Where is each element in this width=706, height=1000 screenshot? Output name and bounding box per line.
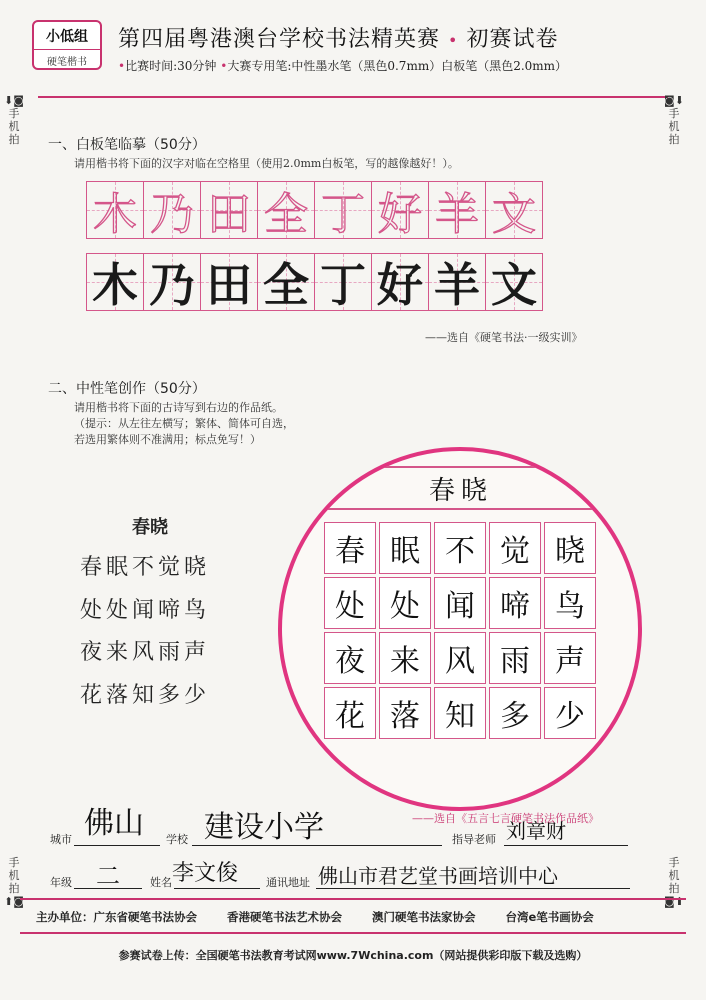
outline-cell (257, 181, 315, 239)
address-label: 通讯地址 (266, 876, 310, 889)
outline-cell (428, 181, 486, 239)
section2-instruction-2: （提示：从左往左横写；繁体、简体可自选， (74, 417, 294, 430)
grade-label: 年级 (50, 876, 72, 889)
camera-icon: ◙⬇ (664, 94, 684, 107)
work-char-cell: 花 (324, 687, 376, 739)
work-source: ——选自《五言七言硬笔书法作品纸》 (412, 812, 599, 825)
organizer-item: 台湾e笔书画协会 (505, 910, 594, 924)
title-sub: 初赛试卷 (466, 27, 559, 52)
copy-cell (428, 253, 486, 311)
outline-cell (371, 181, 429, 239)
work-char-cell: 风 (434, 632, 486, 684)
city-value[interactable]: 佛山 (84, 806, 144, 841)
copy-char: 文 (491, 258, 537, 312)
work-char-cell: 处 (379, 577, 431, 629)
footer-rule (20, 898, 686, 900)
copy-cell (314, 253, 372, 311)
poem-line: 花落知多少 (80, 683, 211, 708)
work-char-cell: 不 (434, 522, 486, 574)
work-char-cell: 多 (489, 687, 541, 739)
teacher-label: 指导老师 (452, 833, 496, 846)
work-char-cell: 晓 (544, 522, 596, 574)
upload-notice: 参赛试卷上传：全国硬笔书法教育考试网www.7Wchina.com（网站提供彩印版下载及选购） (118, 949, 588, 962)
poem-title: 春晓 (132, 517, 168, 538)
name-value[interactable]: 李文俊 (172, 861, 239, 886)
poem-line: 夜来风雨声 (80, 640, 211, 665)
teacher-underline (504, 845, 628, 846)
bullet-icon: • (118, 59, 126, 73)
outline-char: 木 (93, 189, 137, 240)
outline-cell (143, 181, 201, 239)
work-char-cell: 啼 (489, 577, 541, 629)
work-char-grid (324, 522, 596, 739)
organizers (36, 909, 594, 925)
copy-char: 好 (377, 258, 423, 312)
address-value[interactable]: 佛山市君艺堂书画培训中心 (318, 864, 558, 888)
work-char-cell: 春 (324, 522, 376, 574)
teacher-value[interactable]: 刘章财 (506, 819, 566, 843)
outline-char: 乃 (150, 189, 194, 240)
outline-cell (314, 181, 372, 239)
camera-marker-left-bottom: 手机拍 ⬆◙ (4, 856, 24, 908)
section1-instruction: 请用楷书将下面的汉字对临在空格里（使用2.0mm白板笔，写的越像越好！）。 (74, 157, 459, 170)
group-badge (32, 20, 102, 70)
city-underline (74, 845, 160, 846)
camera-icon: ⬇◙ (4, 94, 24, 107)
outline-cell (86, 181, 144, 239)
name-label: 姓名 (150, 876, 172, 889)
work-title-box: 春晓 (326, 466, 596, 510)
copy-char: 丁 (320, 258, 366, 312)
copy-cell (485, 253, 543, 311)
badge-style-label: 硬笔楷书 (34, 49, 100, 68)
exam-time: 比赛时间:30分钟 (125, 59, 217, 73)
copy-char: 羊 (434, 258, 480, 312)
camera-marker-left-top: ⬇◙ 手机拍 (4, 94, 24, 146)
work-char-cell: 觉 (489, 522, 541, 574)
outline-char: 丁 (321, 189, 365, 240)
work-char-cell: 鸟 (544, 577, 596, 629)
outline-char: 田 (207, 189, 251, 240)
title-dot: • (448, 31, 459, 50)
organizer-item: 主办单位：广东省硬笔书法协会 (36, 910, 197, 924)
outline-char: 羊 (435, 189, 479, 240)
poem-line: 春眠不觉晓 (80, 555, 211, 580)
outline-char: 文 (492, 189, 536, 240)
bullet-icon: • (220, 59, 228, 73)
work-char-cell: 少 (544, 687, 596, 739)
title-main: 第四届粤港澳台学校书法精英赛 (118, 27, 441, 52)
badge-group-label: 小低组 (46, 29, 88, 45)
camera-icon: ⬆◙ (4, 895, 24, 908)
copy-cell (257, 253, 315, 311)
copy-cell (371, 253, 429, 311)
copy-cell (86, 253, 144, 311)
outline-cell (200, 181, 258, 239)
poem-line: 处处闻啼鸟 (80, 598, 211, 623)
work-char-cell: 夜 (324, 632, 376, 684)
section1-source: ——选自《硬笔书法·一级实训》 (425, 331, 583, 344)
work-char-cell: 落 (379, 687, 431, 739)
work-char-cell: 雨 (489, 632, 541, 684)
outline-char-row (86, 181, 542, 239)
work-char-cell: 眠 (379, 522, 431, 574)
section2-heading: 二、中性笔创作（50分） (48, 381, 206, 397)
exam-pen: 大赛专用笔:中性墨水笔（黑色0.7mm）白板笔（黑色2.0mm） (227, 59, 568, 73)
work-char-cell: 来 (379, 632, 431, 684)
outline-char: 全 (264, 189, 308, 240)
camera-marker-right-bottom: 手机拍 ◙⬆ (664, 856, 684, 908)
copy-char: 田 (206, 258, 252, 312)
page-title (118, 22, 558, 53)
copy-char: 木 (92, 258, 138, 312)
grade-value[interactable]: 二 (96, 862, 120, 890)
work-paper-circle (278, 447, 642, 811)
copy-cell (200, 253, 258, 311)
organizer-item: 澳门硬笔书法家协会 (372, 910, 476, 924)
work-char-cell: 声 (544, 632, 596, 684)
city-label: 城市 (50, 833, 72, 846)
work-char-cell: 闻 (434, 577, 486, 629)
outline-char: 好 (378, 189, 422, 240)
section1-heading: 一、白板笔临摹（50分） (48, 137, 206, 153)
copy-char: 乃 (149, 258, 195, 312)
section2-instruction-3: 若选用繁体则不准满用；标点免写！） (74, 433, 261, 446)
copy-char: 全 (263, 258, 309, 312)
copy-char-row (86, 253, 542, 311)
school-value[interactable]: 建设小学 (204, 810, 324, 845)
header-rule (38, 96, 668, 98)
footer-rule-bottom (20, 932, 686, 934)
exam-info (118, 57, 567, 74)
outline-cell (485, 181, 543, 239)
copy-cell (143, 253, 201, 311)
organizer-item: 香港硬笔书法艺术协会 (227, 910, 342, 924)
work-char-cell: 知 (434, 687, 486, 739)
school-label: 学校 (166, 833, 188, 846)
section2-instruction-1: 请用楷书将下面的古诗写到右边的作品纸。 (74, 401, 283, 414)
work-char-cell: 处 (324, 577, 376, 629)
name-underline (174, 888, 260, 889)
camera-icon: ◙⬆ (664, 895, 684, 908)
camera-marker-right-top: ◙⬇ 手机拍 (664, 94, 684, 146)
